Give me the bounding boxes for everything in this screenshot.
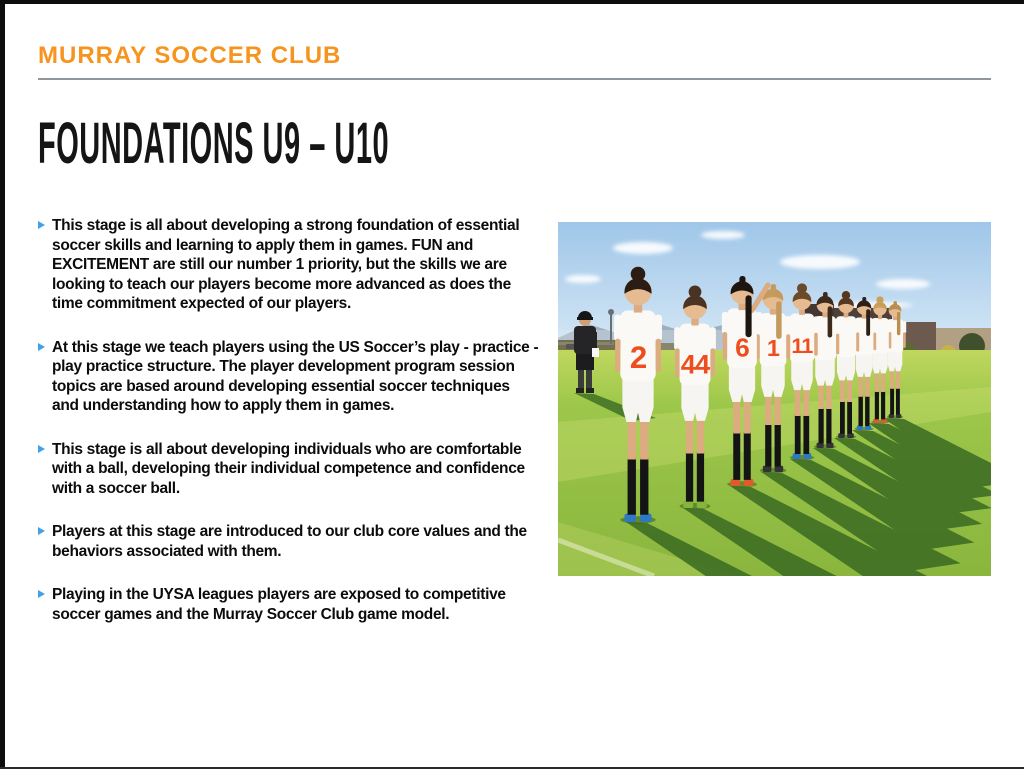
bullet-arrow-icon	[38, 590, 45, 598]
bullet-item	[38, 522, 540, 561]
page-title	[38, 111, 740, 176]
jersey-number: 6	[735, 332, 749, 363]
header-divider-line	[38, 78, 991, 80]
bullet-item	[38, 585, 540, 624]
bullet-text: This stage is all about developing individuals who are comfortable with a ball, developing their individual competence and confidence with a soccer ball.	[52, 440, 525, 497]
bullet-text: Players at this stage are introduced to our club core values and the behaviors associated with them.	[52, 523, 527, 560]
page-title-text: FOUNDATIONS U9 – U10	[38, 111, 390, 176]
bullet-arrow-icon	[38, 343, 45, 351]
jersey-number: 2	[629, 339, 647, 375]
bullet-list	[38, 216, 540, 648]
frame-top-border	[0, 0, 1024, 4]
bullet-item	[38, 338, 540, 416]
club-name-text: MURRAY SOCCER CLUB	[38, 42, 342, 69]
jersey-number: 11	[791, 333, 813, 358]
team-photo	[558, 222, 991, 576]
jersey-number: 44	[680, 348, 710, 380]
bullet-arrow-icon	[38, 221, 45, 229]
club-name-header	[38, 44, 341, 68]
bullet-text: At this stage we teach players using the US Soccer’s play - practice - play practice structure. The player development program session topics are based around developing essential soccer techniques and understanding how to apply them in games.	[52, 338, 539, 414]
bullet-arrow-icon	[38, 527, 45, 535]
jersey-number: 1	[766, 335, 780, 362]
frame-left-border	[0, 0, 5, 769]
bullet-text: Playing in the UYSA leagues players are exposed to competitive soccer games and the Murray Soccer Club game model.	[52, 586, 506, 623]
bullet-text: This stage is all about developing a strong foundation of essential soccer skills and learning to apply them in games. FUN and EXCITEMENT are still our number 1 priority, but the skills we are looking to teach our players become more advanced as does the time commitment expected of our players.	[52, 217, 520, 312]
bullet-arrow-icon	[38, 445, 45, 453]
bullet-item	[38, 216, 540, 314]
bullet-item	[38, 440, 540, 499]
